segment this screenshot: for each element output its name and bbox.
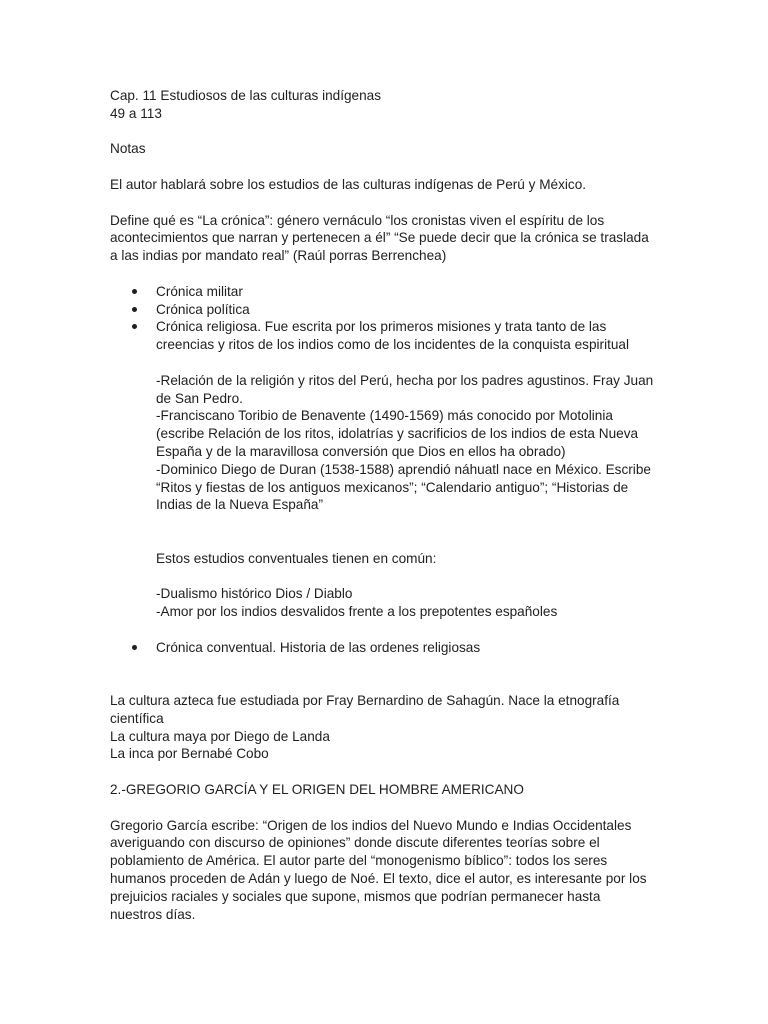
conventual-list: [110, 639, 655, 657]
bullet-icon: [132, 645, 137, 650]
culture-line: La cultura maya por Diego de Landa: [110, 728, 330, 744]
list-item-text: Crónica política: [156, 301, 250, 317]
page-range: 49 a 113: [110, 105, 162, 121]
common-point: -Amor por los indios desvalidos frente a los prepotentes españoles: [156, 604, 558, 620]
list-item-text: Crónica militar: [156, 283, 243, 299]
religious-chronicles-block: [110, 372, 655, 621]
culture-line: La inca por Bernabé Cobo: [110, 746, 269, 762]
list-item: [110, 283, 655, 301]
list-item: [110, 318, 655, 354]
spacer: [156, 514, 655, 532]
religious-entry: -Relación de la religión y ritos del Perú, hecha por los padres agustinos. Fray Juan de San Pedro.: [156, 372, 654, 406]
bullet-icon: [132, 307, 137, 312]
list-item-text: Crónica conventual. Historia de las ordenes religiosas: [156, 639, 481, 655]
cronica-types-list: [110, 283, 655, 354]
religious-entry: -Franciscano Toribio de Benavente (1490-1569) más conocido por Motolinia (escribe Relación de los ritos, idolatrías y sacrificios de los indios de esta Nueva España y de la maravillosa conversión que Dios en ellos ha obrado): [156, 408, 639, 459]
bullet-icon: [132, 324, 137, 329]
cronica-definition-paragraph: Define qué es “La crónica”: género vernáculo “los cronistas viven el espíritu de los acontecimientos que narran y pertenecen a él” “Se puede decir que la crónica se traslada a las indias por mandato real” (Raúl porras Berrenchea): [110, 212, 649, 264]
religious-entry: -Dominico Diego de Duran (1538-1588) aprendió náhuatl nace en México. Escribe “Ritos y fiestas de los antiguos mexicanos”; “Calendario antiguo”; “Historias de Indias de la Nueva España”: [156, 461, 651, 513]
culture-line: La cultura azteca fue estudiada por Fray Bernardino de Sahagún. Nace la etnografía científica: [110, 693, 620, 726]
chapter-title: Cap. 11 Estudiosos de las culturas indígenas: [110, 88, 382, 103]
list-item: [110, 301, 655, 319]
common-point: -Dualismo histórico Dios / Diablo: [156, 586, 353, 602]
list-item: [110, 639, 655, 657]
notes-heading: Notas: [110, 141, 146, 157]
common-intro: Estos estudios conventuales tienen en común:: [156, 550, 437, 566]
spacer: [110, 657, 655, 675]
section-heading: 2.-GREGORIO GARCÍA Y EL ORIGEN DEL HOMBRE AMERICANO: [110, 782, 524, 798]
list-item-text: Crónica religiosa. Fue escrita por los primeros misiones y trata tanto de las creencias y ritos de los indios como de los incidentes de la conquista espiritual: [156, 319, 630, 353]
intro-paragraph: El autor hablará sobre los estudios de las culturas indígenas de Perú y México.: [110, 176, 587, 192]
document-body: [110, 87, 655, 923]
bullet-icon: [132, 289, 137, 294]
section-paragraph: Gregorio García escribe: “Origen de los indios del Nuevo Mundo e Indias Occidentales averiguando con discurso de opiniones” donde discute diferentes teorías sobre el poblamiento de América. El autor parte del “monogenismo bíblico”: todos los seres humanos proceden de Adán y luego de Noé. El texto, dice el autor, es interesante por los prejuicios raciales y sociales que supone, mismos que podrían permanecer hasta nuestros días.: [110, 817, 647, 922]
